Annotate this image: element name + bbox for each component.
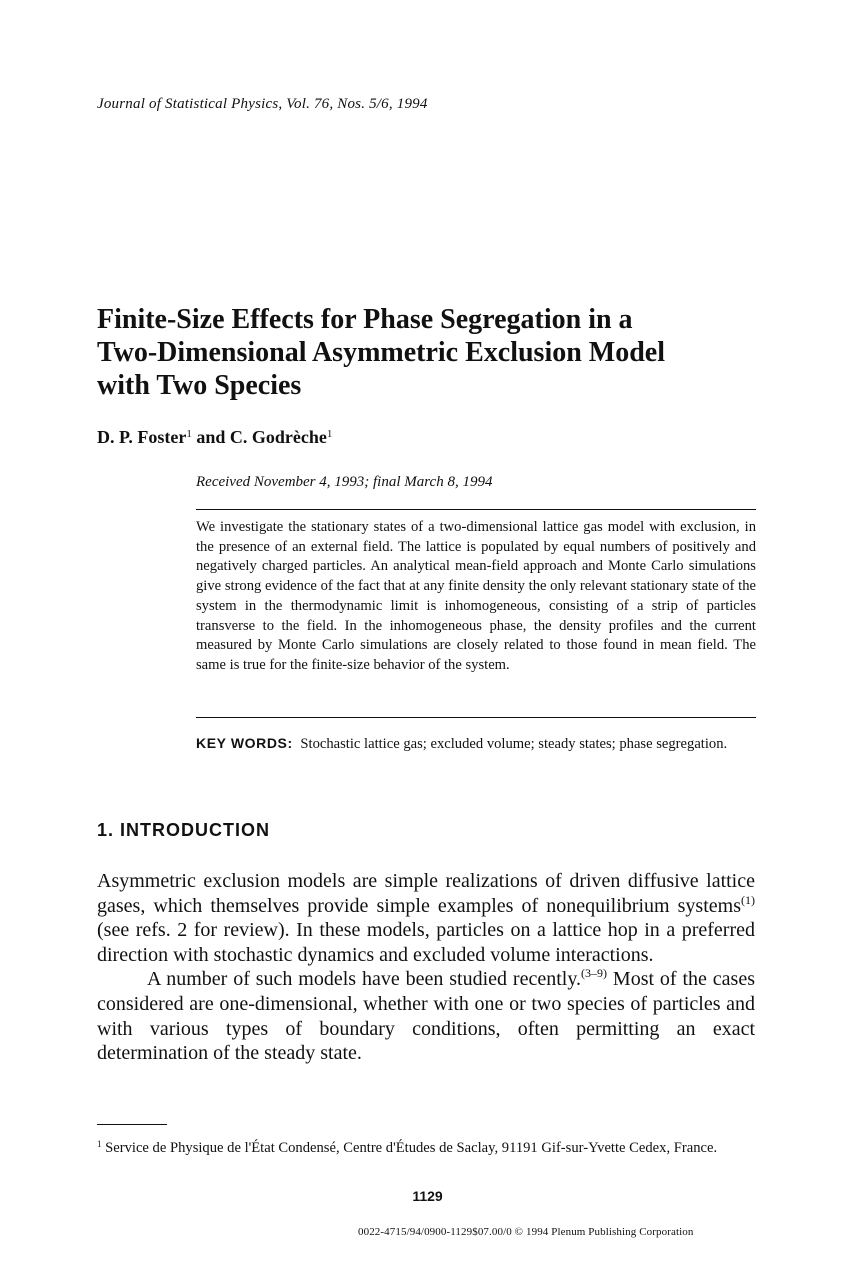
- received-dates: Received November 4, 1993; final March 8, 1994: [196, 474, 493, 490]
- author-2: C. Godrèche: [229, 427, 327, 447]
- citation-ref: (3–9): [581, 966, 608, 981]
- title-line-1: Finite-Size Effects for Phase Segregation in a: [97, 304, 633, 335]
- keywords-text: Stochastic lattice gas; excluded volume; steady states; phase segregation.: [300, 736, 728, 752]
- paragraph-2-text-a: A number of such models have been studied recently.: [147, 968, 582, 991]
- section-heading: 1. INTRODUCTION: [97, 820, 271, 840]
- paragraph-2: [97, 967, 755, 1065]
- copyright-line: 0022-4715/94/0900-1129$07.00/0 © 1994 Plenum Publishing Corporation: [358, 1226, 694, 1238]
- abstract-bottom-rule: [196, 717, 756, 718]
- keywords: [196, 734, 756, 755]
- paragraph-1: [97, 869, 755, 967]
- author-1: D. P. Foster: [97, 427, 187, 447]
- body-text: [97, 869, 755, 1066]
- abstract: We investigate the stationary states of a two-dimensional lattice gas model with exclusion, in the presence of an external field. The lattice is populated by equal numbers of positively and negatively charged particles. An analytical mean-field approach and Monte Carlo simulations give strong evidence of the fact that at any finite density the only relevant stationary state of the system in the thermodynamic limit is inhomogeneous, consisting of a strip of particles transverse to the field. In the inhomogeneous phase, the density profiles and the current measured by Monte Carlo simulations are closely related to those found in mean field. The same is true for the finite-size behavior of the system.: [196, 519, 756, 673]
- paragraph-1-text-b: (see refs. 2 for review). In these models, particles on a lattice hop in a preferred direction with stochastic dynamics and excluded volume interactions.: [97, 919, 755, 966]
- paragraph-1-text-a: Asymmetric exclusion models are simple realizations of driven diffusive lattice gases, which themselves provide simple examples of nonequilibrium systems: [97, 870, 755, 917]
- keywords-label: KEY WORDS:: [196, 735, 293, 751]
- footnote: [97, 1138, 755, 1158]
- author-2-affiliation-mark: 1: [326, 428, 333, 440]
- journal-header: Journal of Statistical Physics, Vol. 76, Nos. 5/6, 1994: [97, 96, 428, 112]
- abstract-top-rule: [196, 509, 756, 510]
- citation-ref: (1): [741, 892, 755, 907]
- paragraph-2-text-b: Most of the cases considered are one-dimensional, whether with one or two species of particles and with various types of boundary conditions, often permitting an exact determination of the steady state.: [97, 968, 755, 1065]
- page-number: 1129: [412, 1188, 443, 1204]
- footnote-text: Service de Physique de l'État Condensé, Centre d'Études de Saclay, 91191 Gif-sur-Yvette Cedex, France.: [101, 1140, 718, 1156]
- author-1-affiliation-mark: 1: [186, 428, 192, 440]
- authors: [97, 427, 332, 448]
- authors-and: and: [191, 427, 230, 447]
- title-line-3: with Two Species: [97, 370, 302, 401]
- title-line-2: Two-Dimensional Asymmetric Exclusion Model: [97, 337, 666, 368]
- footnote-marker: 1: [97, 1139, 102, 1149]
- paper-title: [97, 303, 797, 402]
- footnote-rule: [97, 1124, 167, 1125]
